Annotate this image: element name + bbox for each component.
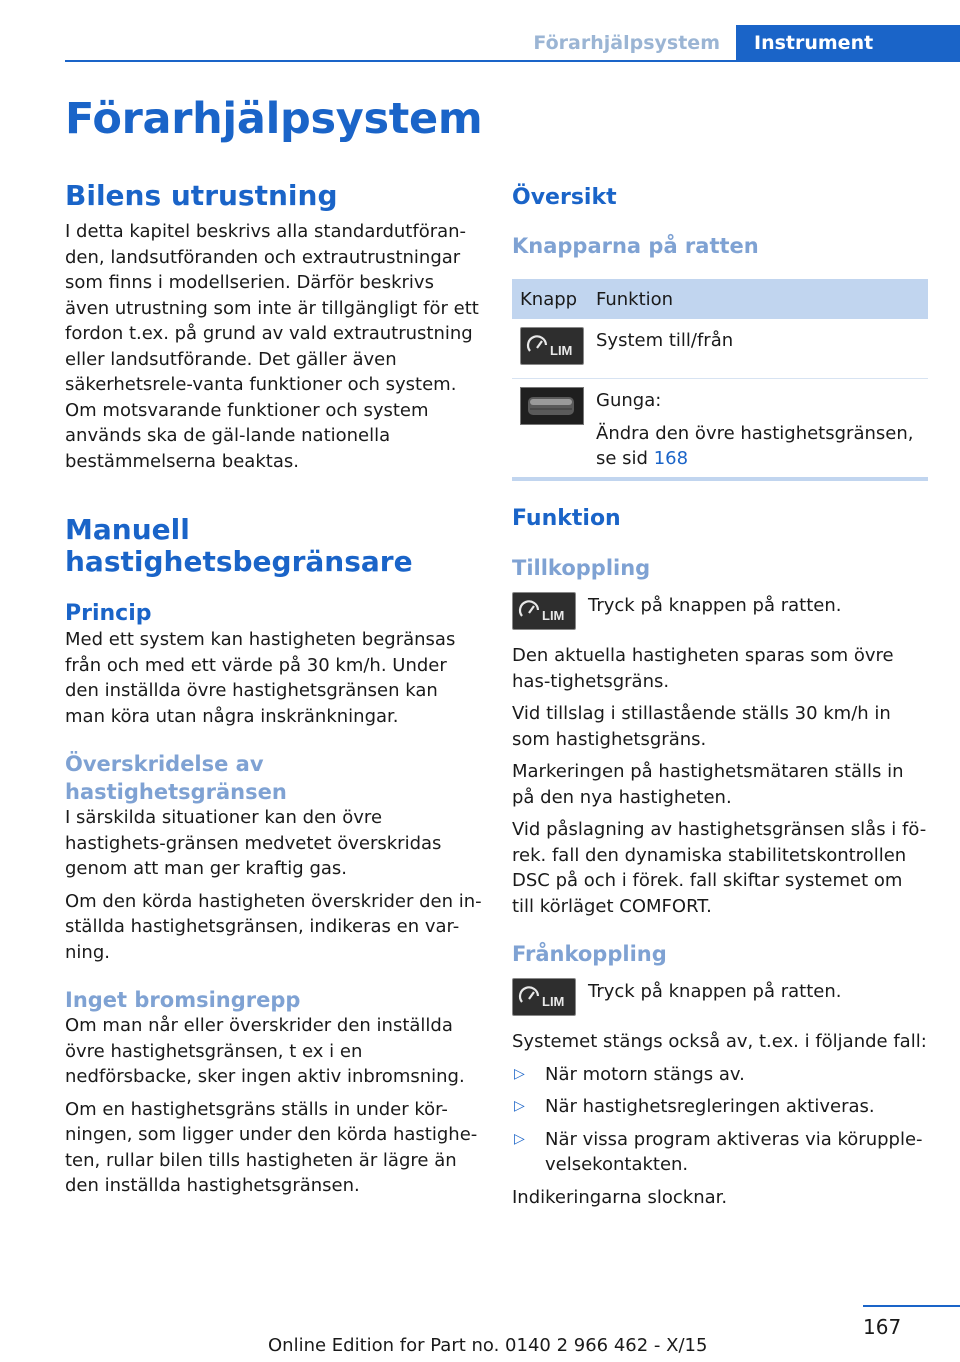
page-number: 167	[863, 1315, 902, 1339]
table-row	[512, 379, 928, 477]
on-step	[512, 592, 928, 630]
left-column	[65, 180, 483, 1199]
off-heading: Frånkoppling	[512, 942, 667, 966]
page-reference-link[interactable]: 168	[653, 448, 689, 469]
buttons-table	[512, 279, 928, 481]
list-item-text: När motorn stängs av.	[545, 1063, 745, 1085]
table-bottom-border	[512, 477, 928, 481]
exceed-paragraph-2: Om den körda hastigheten överskrider den in-ställda hastighetsgränsen, indikeras en var-ning.	[65, 890, 482, 963]
table-header	[512, 279, 928, 319]
table-cell-function	[596, 319, 928, 378]
rocker-icon	[524, 391, 580, 421]
speed-limiter-button-icon	[520, 327, 584, 365]
header-tabs	[520, 25, 960, 61]
nobrake-heading: Inget bromsingrepp	[65, 988, 301, 1012]
right-column	[512, 180, 928, 1210]
on-paragraph-1: Den aktuella hastigheten sparas som övre has-tighetsgräns.	[512, 645, 894, 692]
on-paragraph-2: Vid tillslag i stillastående ställs 30 km/h in som hastighetsgräns.	[512, 703, 891, 750]
row2-function-desc	[596, 421, 928, 472]
overview-heading: Översikt	[512, 185, 617, 210]
speedometer-lim-icon	[524, 331, 580, 361]
list-item	[512, 1062, 928, 1088]
triangle-bullet-icon: ▷	[514, 1098, 525, 1114]
chapter-tab[interactable]: Instrument	[736, 25, 960, 61]
footer-divider	[863, 1305, 960, 1307]
off-outro: Indikeringarna slocknar.	[512, 1186, 728, 1208]
off-bullet-list	[512, 1062, 928, 1178]
table-cell-key	[512, 319, 596, 378]
on-paragraph-4: Vid påslagning av hastighetsgränsen slås i fö-rek. fall den dynamiska stabilitetskontrollen DSC på och i förek. fall skiftar systemet om till körläget COMFORT.	[512, 819, 927, 917]
equipment-heading: Bilens utrustning	[65, 179, 338, 212]
row2-function-title: Gunga:	[596, 390, 662, 411]
nobrake-paragraph-1: Om man når eller överskrider den inställda övre hastighetsgränsen, t ex i en nedförsbacke, sker ingen aktiv inbromsning.	[65, 1015, 465, 1087]
nobrake-paragraph-2: Om en hastighetsgräns ställs in under kör-ningen, som ligger under den körda hastighe-ten, rullar bilen tills hastigheten är lägre än den inställda hastighetsgränsen.	[65, 1098, 478, 1196]
principle-paragraph: Med ett system kan hastigheten begränsas från och med ett värde på 30 km/h. Under den inställda övre hastighetsgränsen kan man köra utan några inskränkningar.	[65, 629, 456, 727]
list-item-text: När hastighetsregleringen aktiveras.	[545, 1096, 875, 1117]
list-item	[512, 1094, 928, 1120]
on-paragraph-3: Markeringen på hastighetsmätaren ställs in på den nya hastigheten.	[512, 761, 904, 808]
function-heading: Funktion	[512, 506, 621, 531]
off-step-text: Tryck på knappen på ratten.	[588, 981, 842, 1002]
table-cell-key	[512, 379, 596, 477]
buttons-heading: Knapparna på ratten	[512, 234, 759, 258]
lim-label: LIM	[542, 608, 565, 623]
speed-limiter-button-icon	[512, 592, 576, 630]
triangle-bullet-icon: ▷	[514, 1065, 525, 1082]
exceed-paragraph-1: I särskilda situationer kan den övre hastighets-gränsen medvetet överskridas genom att man ger kraftig gas.	[65, 807, 442, 879]
speedometer-lim-icon	[516, 596, 572, 626]
lim-label: LIM	[542, 994, 565, 1009]
rocker-switch-icon	[520, 387, 584, 425]
principle-heading: Princip	[65, 601, 152, 626]
row1-function: System till/från	[596, 330, 734, 351]
triangle-bullet-icon: ▷	[514, 1130, 525, 1147]
header-divider	[65, 60, 960, 62]
list-item-text: När vissa program aktiveras via körupple-velsekontakten.	[545, 1128, 923, 1175]
on-heading: Tillkoppling	[512, 556, 651, 580]
equipment-paragraph: I detta kapitel beskrivs alla standardutföran-den, landsutföranden och extrautrustningar som finns i modellserien. Därför beskrivs även utrustning som inte är tillgängligt för ett fordon t.ex. på grund av vald extrautrustning eller landsutförande. Det gäller även säkerhetsrele-vanta funktioner och system. Om motsvarande funktioner och system används ska de gäl-lande nationella bestämmelserna beaktas.	[65, 221, 479, 472]
table-cell-function	[596, 379, 928, 477]
off-intro: Systemet stängs också av, t.ex. i följande fall:	[512, 1031, 927, 1052]
speed-limiter-button-icon	[512, 978, 576, 1016]
on-step-text: Tryck på knappen på ratten.	[588, 595, 842, 616]
section-tab[interactable]: Förarhjälpsystem	[533, 32, 720, 54]
page-title: Förarhjälpsystem	[65, 94, 483, 144]
list-item	[512, 1127, 928, 1178]
exceed-heading: Överskridelse av hastighetsgränsen	[65, 752, 287, 804]
limiter-heading: Manuell hastighetsbegränsare	[65, 513, 413, 578]
speedometer-lim-icon	[516, 982, 572, 1012]
edition-footer: Online Edition for Part no. 0140 2 966 462 - X/15	[268, 1335, 708, 1356]
off-step	[512, 978, 928, 1016]
row2-function-text: Ändra den övre hastighetsgränsen, se sid	[596, 422, 914, 469]
table-row	[512, 319, 928, 379]
table-header-function: Funktion	[596, 288, 674, 310]
lim-label: LIM	[550, 343, 573, 358]
table-header-key: Knapp	[520, 288, 578, 310]
